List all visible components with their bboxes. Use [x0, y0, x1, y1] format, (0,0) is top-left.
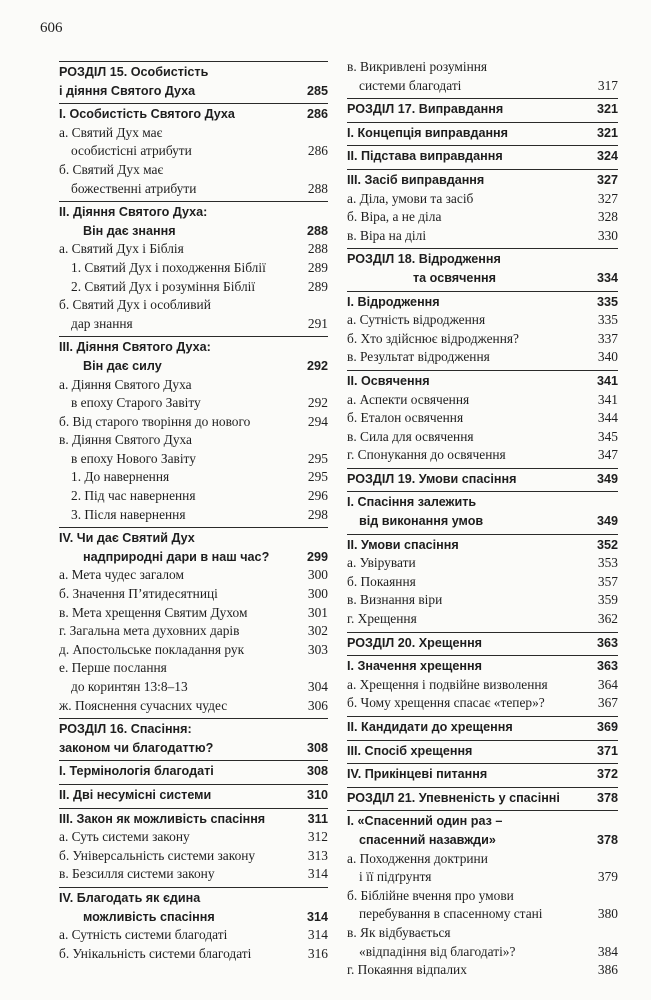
toc-entry: [59, 259, 328, 278]
toc-entry-title: дар знання: [71, 315, 133, 331]
toc-entry: [59, 296, 328, 333]
toc-entry-title: III. Засіб виправдання: [347, 172, 485, 187]
toc-entry-title: в. Сила для освячення: [347, 428, 474, 444]
toc-heading: [347, 122, 618, 143]
toc-entry-page: 302: [307, 623, 328, 639]
toc-heading: [347, 740, 618, 761]
toc-entry-title: г. Покаяння відпалих: [347, 962, 467, 978]
toc-entry-page: 345: [597, 428, 618, 444]
toc-entry: [347, 391, 618, 410]
toc-entry-page: 363: [596, 635, 618, 650]
toc-entry-title: в. Діяння Святого Духа: [59, 432, 192, 448]
toc-entry-title: ж. Пояснення сучасних чудес: [59, 697, 228, 713]
toc-entry-title: б. Чому хрещення спасає «тепер»?: [347, 695, 545, 711]
toc-entry-page: 380: [597, 906, 618, 922]
toc-entry-title: б. Святий Дух має: [59, 161, 164, 177]
toc-entry: [59, 161, 328, 198]
toc-heading: [347, 787, 618, 808]
toc-entry-page: 357: [597, 573, 618, 589]
toc-heading: [347, 810, 618, 849]
toc-entry: [347, 58, 618, 95]
toc-entry: [347, 330, 618, 349]
toc-entry-title: 1. Святий Дух і походження Біблії: [71, 259, 266, 275]
toc-entry: [347, 610, 618, 629]
toc-entry-page: 286: [306, 107, 328, 122]
toc-entry-page: 324: [596, 149, 618, 164]
toc-heading: [347, 248, 618, 287]
toc-entry-page: 285: [306, 83, 328, 98]
toc-entry-page: 321: [596, 125, 618, 140]
toc-entry-title: в. Визнання віри: [347, 592, 443, 608]
toc-entry-page: 288: [306, 223, 328, 238]
toc-entry-title: в. Безсилля системи закону: [59, 866, 215, 882]
toc-entry-title: а. Святий Дух має: [59, 124, 163, 140]
toc-heading: [59, 336, 328, 375]
toc-entry-title: III. Діяння Святого Духа:: [59, 340, 211, 355]
toc-entry: [347, 887, 618, 924]
toc-entry-page: 295: [307, 450, 328, 466]
toc-heading: [347, 716, 618, 737]
toc-entry-title: а. Сутність відродження: [347, 312, 486, 328]
toc-entry-page: 296: [307, 488, 328, 504]
toc-entry-title: I. «Спасенний один раз –: [347, 814, 503, 829]
toc-entry-page: 353: [597, 555, 618, 571]
toc-entry-title: а. Аспекти освячення: [347, 391, 470, 407]
toc-entry: [347, 676, 618, 695]
toc-entry-page: 300: [307, 586, 328, 602]
toc-entry-page: 304: [307, 679, 328, 694]
toc-entry-title: Він дає силу: [83, 358, 162, 373]
toc-entry-page: 378: [596, 790, 618, 805]
toc-entry-page: 292: [306, 358, 328, 373]
toc-entry-title: законом чи благодаттю?: [59, 740, 214, 755]
toc-entry-title: а. Походження доктрини: [347, 850, 488, 866]
toc-entry-title: б. Від старого творіння до нового: [59, 413, 251, 429]
toc-entry: [59, 945, 328, 964]
toc-entry-title: РОЗДІЛ 19. Умови спасіння: [347, 471, 517, 486]
toc-entry-page: 347: [597, 447, 618, 463]
toc-entry-page: 314: [307, 866, 328, 882]
toc-entry-title: РОЗДІЛ 17. Виправдання: [347, 102, 504, 117]
toc-entry-page: 314: [306, 909, 328, 924]
toc-entry-page: 371: [596, 743, 618, 758]
page-number: 606: [40, 20, 63, 36]
toc-entry-title: г. Спонукання до освячення: [347, 447, 506, 463]
toc-entry-title: 2. Під час навернення: [71, 488, 196, 504]
toc-entry-page: 311: [307, 811, 328, 826]
toc-entry-title: «відпадіння від благодаті»?: [359, 943, 516, 959]
toc-entry: [59, 124, 328, 161]
toc-entry: [347, 446, 618, 465]
toc-entry: [59, 376, 328, 413]
toc-entry: [347, 348, 618, 367]
toc-column-right: [347, 58, 618, 980]
toc-entry-title: II. Підстава виправдання: [347, 149, 503, 164]
toc-entry-page: 303: [307, 641, 328, 657]
toc-entry-page: 316: [307, 945, 328, 961]
toc-entry-page: 310: [306, 787, 328, 802]
toc-entry: [347, 961, 618, 980]
toc-entry-page: 352: [596, 537, 618, 552]
toc-entry-page: 369: [596, 720, 618, 734]
toc-entry-title: 2. Святий Дух і розуміння Біблії: [71, 278, 256, 294]
toc-entry-title: спасенний назавжди»: [359, 832, 496, 847]
toc-heading: [59, 201, 328, 240]
toc-entry-title: Він дає знання: [83, 223, 176, 238]
toc-entry-page: 330: [597, 227, 618, 243]
toc-entry: [347, 208, 618, 227]
toc-heading: [59, 527, 328, 566]
toc-entry-page: 317: [597, 77, 618, 93]
toc-entry-title: а. Святий Дух і Біблія: [59, 241, 184, 257]
toc-entry: [59, 697, 328, 716]
toc-heading: [347, 370, 618, 391]
toc-entry-page: 288: [307, 180, 328, 196]
toc-entry-title: IV. Благодать як єдина: [59, 890, 201, 905]
toc-entry-title: особистісні атрибути: [71, 143, 192, 159]
toc-entry: [347, 554, 618, 573]
toc-entry-title: б. Біблійне вчення про умови: [347, 887, 514, 903]
toc-entry: [59, 641, 328, 660]
toc-entry-page: 367: [597, 695, 618, 711]
toc-entry-title: д. Апостольське покладання рук: [59, 641, 245, 657]
toc-entry-title: і діяння Святого Духа: [59, 83, 196, 98]
toc-entry-page: 384: [597, 943, 618, 959]
toc-entry-page: 349: [596, 514, 618, 529]
toc-entry-page: 341: [597, 391, 618, 407]
toc-entry-page: 327: [596, 172, 618, 187]
toc-entry-title: б. Універсальність системи закону: [59, 847, 256, 863]
toc-entry-title: б. Віра, а не діла: [347, 209, 442, 225]
toc-entry: [59, 431, 328, 468]
toc-entry-title: в епоху Старого Завіту: [71, 395, 201, 411]
toc-heading: [59, 784, 328, 805]
toc-entry-title: б. Унікальність системи благодаті: [59, 945, 252, 961]
toc-entry-page: 299: [306, 549, 328, 564]
toc-entry-title: е. Перше послання: [59, 660, 167, 676]
toc-entry-title: а. Діяння Святого Духа: [59, 376, 192, 392]
toc-heading: [347, 291, 618, 312]
toc-entry-title: 1. До навернення: [71, 469, 170, 485]
toc-entry: [347, 190, 618, 209]
toc-entry-title: в. Як відбувається: [347, 924, 451, 940]
toc-entry: [347, 428, 618, 447]
toc-entry-page: 308: [306, 764, 328, 779]
toc-entry-title: г. Загальна мета духовних дарів: [59, 623, 240, 639]
toc-entry-title: в епоху Нового Завіту: [71, 450, 196, 466]
toc-column-left: [59, 58, 328, 963]
toc-heading: [59, 103, 328, 124]
toc-entry-page: 292: [307, 395, 328, 411]
toc-entry-page: 378: [596, 832, 618, 847]
toc-entry-page: 386: [597, 962, 618, 978]
toc-entry-title: надприродні дари в наш час?: [83, 549, 270, 564]
toc-entry-title: РОЗДІЛ 18. Відродження: [347, 252, 501, 267]
toc-heading: [347, 169, 618, 190]
toc-entry: [347, 311, 618, 330]
toc-entry-title: I. Концепція виправдання: [347, 125, 509, 140]
toc-entry-page: 291: [307, 315, 328, 331]
toc-heading: [347, 98, 618, 119]
toc-entry: [59, 413, 328, 432]
toc-entry: [347, 573, 618, 592]
toc-entry-title: II. Умови спасіння: [347, 537, 459, 552]
toc-entry-page: 289: [307, 278, 328, 294]
toc-entry-page: 344: [597, 410, 618, 426]
toc-entry-page: 335: [597, 312, 618, 328]
toc-heading: [59, 887, 328, 926]
toc-entry-title: і її підґрунтя: [359, 869, 432, 885]
toc-entry-title: а. Суть системи закону: [59, 829, 190, 845]
toc-heading: [59, 808, 328, 829]
toc-heading: [347, 632, 618, 653]
toc-entry-title: божественні атрибути: [71, 180, 197, 196]
toc-entry-title: РОЗДІЛ 16. Спасіння:: [59, 722, 192, 737]
toc-entry-title: II. Освячення: [347, 373, 430, 388]
toc-entry-page: 301: [307, 604, 328, 620]
toc-entry-title: б. Святий Дух і особливий: [59, 297, 211, 313]
toc-heading: [347, 468, 618, 489]
toc-entry-page: 340: [597, 349, 618, 365]
toc-entry-title: III. Спосіб хрещення: [347, 743, 473, 758]
toc-entry-title: РОЗДІЛ 21. Упевненість у спасінні: [347, 790, 560, 805]
toc-entry-title: можливість спасіння: [83, 909, 215, 924]
toc-entry-title: б. Покаяння: [347, 573, 416, 589]
toc-entry-title: в. Викривлені розуміння: [347, 59, 488, 74]
toc-entry-title: II. Дві несумісні системи: [59, 787, 212, 802]
toc-entry-page: 359: [597, 592, 618, 608]
toc-entry: [59, 926, 328, 945]
toc-entry: [59, 240, 328, 259]
toc-heading: [59, 718, 328, 757]
toc-entry-title: а. Увірувати: [347, 555, 416, 571]
toc-entry: [59, 865, 328, 884]
toc-entry: [347, 694, 618, 713]
toc-entry-title: IV. Прикінцеві питання: [347, 767, 488, 782]
toc-heading: [347, 491, 618, 530]
toc-entry-title: г. Хрещення: [347, 611, 417, 627]
toc-entry-page: 327: [597, 190, 618, 206]
toc-entry-title: та освячення: [413, 270, 497, 285]
toc-entry-title: б. Хто здійснює відродження?: [347, 330, 519, 346]
toc-entry: [347, 850, 618, 887]
toc-entry-title: в. Віра на ділі: [347, 227, 427, 243]
toc-entry: [59, 659, 328, 696]
toc-entry-title: РОЗДІЛ 15. Особистість: [59, 65, 209, 79]
toc-entry-page: 308: [306, 740, 328, 755]
toc-entry-title: б. Значення П’ятидесятниці: [59, 586, 218, 602]
toc-entry-title: I. Термінологія благодаті: [59, 764, 214, 779]
toc-heading: [59, 61, 328, 100]
toc-entry-title: а. Мета чудес загалом: [59, 567, 184, 583]
toc-entry-page: 321: [596, 102, 618, 117]
toc-entry-page: 288: [307, 241, 328, 257]
toc-entry: [59, 506, 328, 525]
toc-entry-title: 3. Після навернення: [71, 506, 186, 522]
toc-entry-page: 286: [307, 143, 328, 159]
toc-entry: [59, 468, 328, 487]
toc-entry-title: IV. Чи дає Святий Дух: [59, 531, 195, 546]
toc-entry-page: 362: [597, 611, 618, 627]
toc-entry: [347, 409, 618, 428]
toc-entry-page: 313: [307, 847, 328, 863]
toc-entry-title: а. Сутність системи благодаті: [59, 927, 228, 943]
toc-entry-page: 295: [307, 469, 328, 485]
toc-entry-page: 379: [597, 869, 618, 885]
toc-entry: [59, 278, 328, 297]
toc-entry: [59, 828, 328, 847]
toc-entry-title: б. Еталон освячення: [347, 410, 464, 426]
toc-entry-page: 372: [596, 767, 618, 782]
toc-entry-page: 312: [307, 829, 328, 845]
toc-entry-title: до коринтян 13:8–13: [71, 679, 188, 694]
toc-entry-page: 341: [596, 373, 618, 388]
toc-entry: [347, 227, 618, 246]
toc-entry-page: 364: [597, 676, 618, 692]
toc-entry-page: 349: [596, 471, 618, 486]
toc-entry-page: 337: [597, 330, 618, 346]
toc-entry: [59, 487, 328, 506]
toc-entry-title: РОЗДІЛ 20. Хрещення: [347, 635, 483, 650]
toc-entry-title: перебування в спасенному стані: [359, 906, 543, 922]
toc-entry-page: 294: [307, 413, 328, 429]
toc-entry-page: 300: [307, 567, 328, 583]
toc-entry-title: I. Спасіння залежить: [347, 495, 477, 510]
toc-heading: [347, 534, 618, 555]
toc-entry: [59, 585, 328, 604]
toc-entry-title: II. Кандидати до хрещення: [347, 720, 513, 734]
toc-entry: [59, 604, 328, 623]
toc-entry-title: I. Значення хрещення: [347, 659, 482, 674]
toc-entry-page: 334: [596, 270, 618, 285]
toc-entry: [347, 591, 618, 610]
toc-entry-title: в. Мета хрещення Святим Духом: [59, 604, 248, 620]
toc-entry-title: I. Особистість Святого Духа: [59, 107, 235, 122]
toc-heading: [347, 655, 618, 676]
toc-entry-page: 363: [596, 659, 618, 674]
toc-entry-page: 306: [307, 697, 328, 713]
toc-entry-page: 314: [307, 927, 328, 943]
toc-heading: [347, 763, 618, 784]
toc-heading: [59, 760, 328, 781]
toc-entry: [347, 924, 618, 961]
toc-entry-title: в. Результат відродження: [347, 349, 490, 365]
toc-entry: [59, 566, 328, 585]
toc-entry-title: системи благодаті: [359, 77, 462, 93]
toc-entry-title: від виконання умов: [359, 514, 484, 529]
toc-entry-page: 328: [597, 209, 618, 225]
toc-entry-title: а. Хрещення і подвійне визволення: [347, 676, 548, 692]
toc-entry-title: III. Закон як можливість спасіння: [59, 811, 266, 826]
toc-heading: [347, 145, 618, 166]
toc-entry-title: I. Відродження: [347, 294, 440, 309]
toc-entry-title: а. Діла, умови та засіб: [347, 190, 474, 206]
toc-entry-page: 298: [307, 506, 328, 522]
toc-entry-title: II. Діяння Святого Духа:: [59, 205, 208, 220]
toc-entry-page: 289: [307, 259, 328, 275]
toc-entry: [59, 847, 328, 866]
toc-entry: [59, 622, 328, 641]
toc-entry-page: 335: [596, 294, 618, 309]
